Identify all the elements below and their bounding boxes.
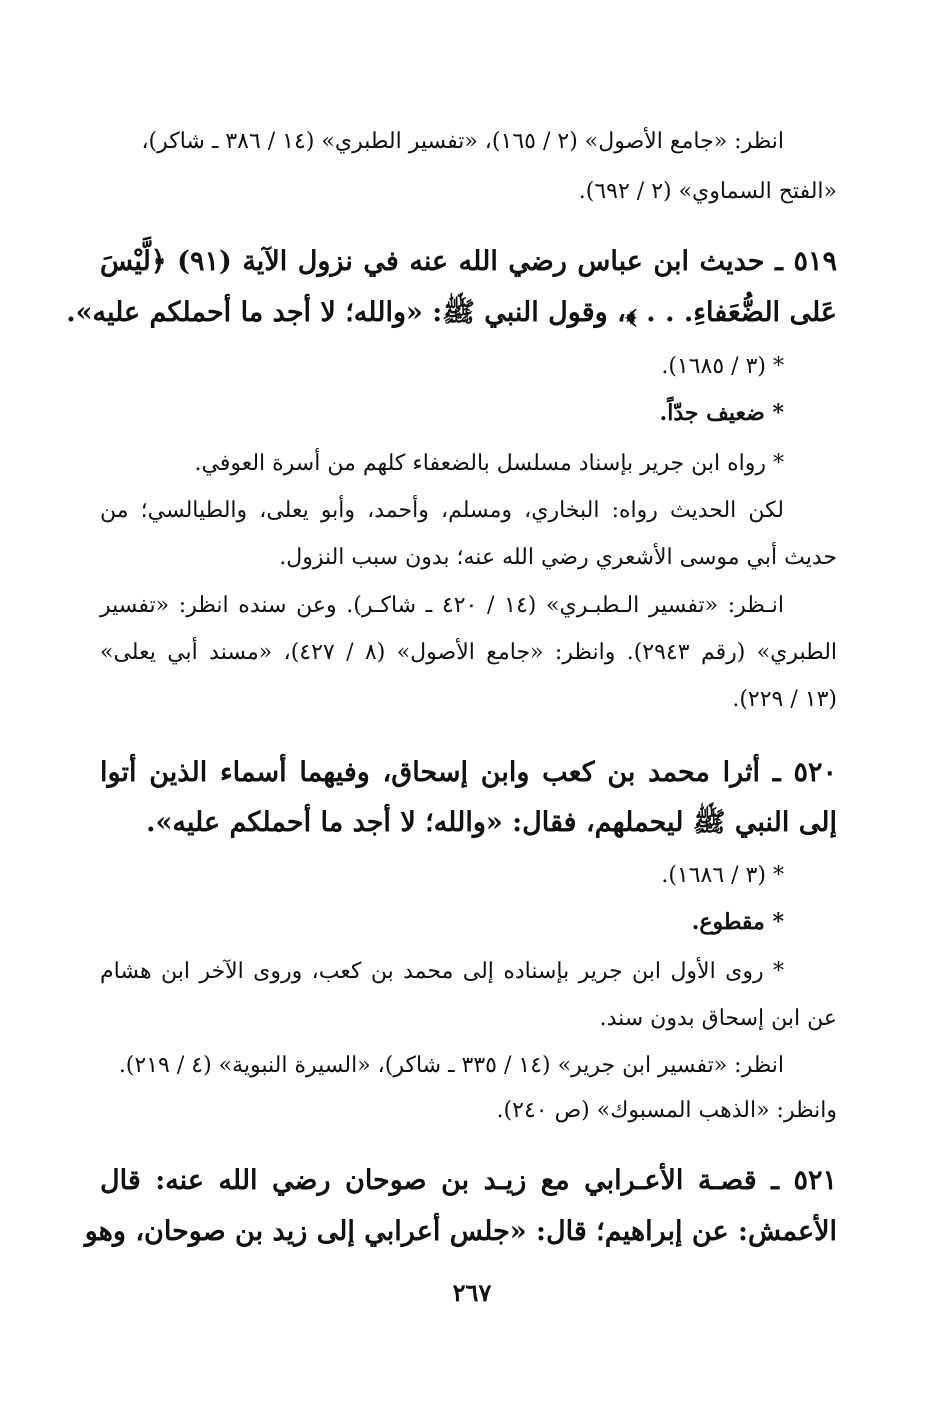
volume-reference: * (٣ / ١٦٨٥). xyxy=(661,354,784,379)
reference-line: الطبري» (رقم ٢٩٤٣). وانظر: «جامع الأصول» (٨ / ٤٢٧)، «مسند أبي يعلى» xyxy=(100,640,838,665)
entry-heading-519: ٥١٩ ـ حديث ابن عباس رضي الله عنه في نزول الآية (٩١) ﴿لَّيْسَ xyxy=(100,246,838,277)
entry-heading-520: ٥٢٠ ـ أثرا محمد بن كعب وابن إسحاق، وفيهما أسماء الذين أتوا xyxy=(100,757,837,788)
grading: * مقطوع. xyxy=(691,909,784,935)
commentary-line: * رواه ابن جرير بإسناد مسلسل بالضعفاء كلهم من أسرة العوفي. xyxy=(194,451,784,476)
reference-line: انظر: «جامع الأصول» (٢ / ١٦٥)، «تفسير الطبري» (١٤ / ٣٨٦ ـ شاكر)، xyxy=(141,129,784,154)
commentary-line: حديث أبي موسى الأشعري رضي الله عنه؛ بدون سبب النزول. xyxy=(279,545,837,570)
commentary-line: عن ابن إسحاق بدون سند. xyxy=(599,1006,837,1031)
reference-line: (١٣ / ٢٢٩). xyxy=(732,687,837,712)
volume-reference: * (٣ / ١٦٨٦). xyxy=(661,863,784,888)
entry-heading-520-cont: إلى النبي ﷺ ليحملهم، فقال: «والله؛ لا أجد ما أحملكم عليه». xyxy=(146,807,837,838)
entry-heading-519-cont: عَلى الضُّعَفاءِ. . . ﴾، وقول النبي ﷺ: «والله؛ لا أجد ما أحملكم عليه». xyxy=(66,297,837,328)
reference-line: «الفتح السماوي» (٢ / ٦٩٢). xyxy=(578,179,837,204)
page-number: ٢٦٧ xyxy=(452,1278,492,1307)
reference-line: انظر: «تفسير ابن جرير» (١٤ / ٣٣٥ ـ شاكر)، «السيرة النبوية» (٤ / ٢١٩). xyxy=(118,1053,784,1078)
commentary-line: * روى الأول ابن جرير بإسناده إلى محمد بن كعب، وروى الآخر ابن هشام xyxy=(100,959,784,984)
commentary-line: لكن الحديث رواه: البخاري، ومسلم، وأحمد، وأبو يعلى، والطيالسي؛ من xyxy=(100,498,784,523)
entry-heading-521: ٥٢١ ـ قصـة الأعـرابي مع زيـد بن صوحان رضي الله عنه: قال xyxy=(100,1165,837,1196)
reference-line: وانظر: «الذهب المسبوك» (ص ٢٤٠). xyxy=(496,1098,837,1123)
grading: * ضعيف جدّاً. xyxy=(659,400,784,426)
reference-line: انـظر: «تفسير الـطبـري» (١٤ / ٤٢٠ ـ شاكـر). وعن سنده انظر: «تفسير xyxy=(100,593,784,618)
entry-heading-521-cont: الأعمش: عن إبراهيم؛ قال: «جلس أعرابي إلى زيد بن صوحان، وهو xyxy=(84,1216,837,1247)
